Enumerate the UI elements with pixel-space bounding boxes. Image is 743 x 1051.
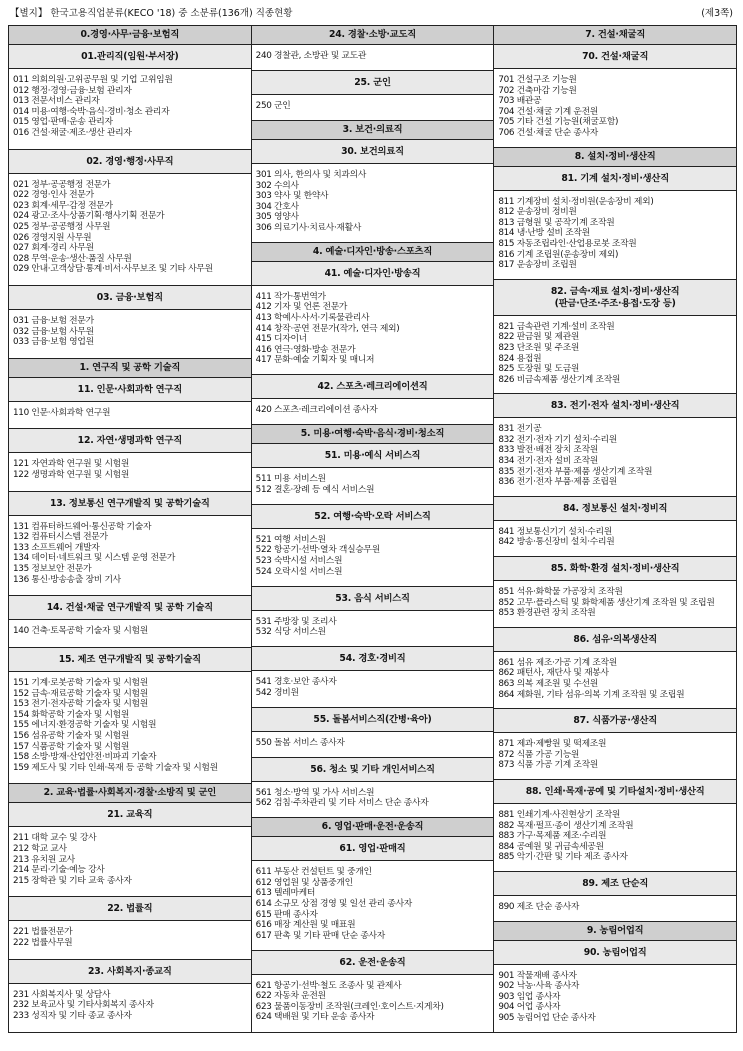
occupation-list [9,69,251,150]
minor-category-header: 82. 금속·재료 설치·정비·생산직 (판금·단조·주조·용접·도장 등) [494,280,736,316]
list-item: 158 소방·방재·산업안전·비파괴 기술자 [13,752,157,763]
list-item: 853 환경관련 장치 조작원 [498,608,596,619]
list-item: 905 농림어업 단순 종사자 [498,1012,596,1023]
page-header [8,6,735,22]
table-column-2 [252,26,495,1032]
minor-category-header: 61. 영업·판매직 [252,837,494,861]
list-item: 031 금융·보험 전문가 [13,316,94,326]
list-item: 817 운송장비 조립원 [498,260,577,271]
list-item: 134 데이터·네트워크 및 시스템 운영 전문가 [13,553,176,564]
list-item: 522 항공기·선박·열차 객실승무원 [255,545,380,556]
list-item: 250 군인 [255,100,291,111]
list-item: 233 성직자 및 기타 종교 종사자 [13,1010,132,1021]
list-item: 822 판금원 및 제관원 [498,332,580,343]
minor-category-header: 70. 건설·채굴직 [494,45,736,69]
list-item: 025 정부·공공행정 사무원 [13,221,111,232]
list-item: 157 식품공학 기술자 및 시험원 [13,741,130,752]
list-item: 811 기계장비 설치·정비원(운송장비 제외) [498,196,654,207]
major-category-header: 9. 농림어업직 [494,922,736,941]
occupation-list [494,521,736,557]
list-item: 873 식품 가공 기계 조작원 [498,760,599,771]
list-item: 890 제조 단순 종사자 [498,901,580,912]
list-item: 022 경영·인사 전문가 [13,190,94,201]
list-item: 021 정부·공공행정 전문가 [13,179,111,190]
occupation-list [494,733,736,780]
occupation-list [252,468,494,505]
list-item: 611 부동산 컨설턴트 및 중개인 [255,867,372,878]
list-item: 026 경영지원 사무원 [13,232,92,243]
list-item: 524 오락시설 서비스원 [255,566,343,577]
occupation-list [494,652,736,709]
list-item: 414 창작·공연 전문가(작가, 연극 제외) [255,323,400,334]
occupation-list [494,896,736,922]
list-item: 154 화학공학 기술자 및 시험원 [13,709,130,720]
list-item: 821 금속관련 기계·설비 조작원 [498,321,615,332]
list-item: 826 비금속제품 생산기계 조작원 [498,374,621,385]
list-item: 701 건설구조 기능원 [498,75,577,85]
occupation-list [9,984,251,1032]
list-item: 616 매장 계산원 및 매표원 [255,920,356,931]
list-item: 561 청소·방역 및 가사 서비스원 [255,787,375,798]
minor-category-header: 53. 음식 서비스직 [252,587,494,611]
occupation-list [252,975,494,1032]
minor-category-header: 22. 법률직 [9,897,251,921]
list-item: 864 제화원, 기타 섬유·의복 기계 조작원 및 조립원 [498,689,685,700]
list-item: 221 법률전문가 [13,927,73,938]
list-item: 871 제과·제빵원 및 떡제조원 [498,739,607,750]
minor-category-header: 25. 군인 [252,71,494,95]
occupation-list [494,191,736,280]
occupation-list [494,804,736,872]
list-item: 882 목재·펄프·종이 생산기계 조작원 [498,820,634,831]
list-item: 213 유치원 교사 [13,854,75,865]
list-item: 614 소규모 상점 경영 및 일선 관리 종사자 [255,898,413,909]
minor-category-header: 11. 인문·사회과학 연구직 [9,378,251,402]
occupation-list [9,310,251,359]
list-item: 813 금형원 및 공작기계 조작원 [498,217,615,228]
list-item: 306 의료기사·치료사·재활사 [255,222,362,233]
minor-category-header: 15. 제조 연구개발직 및 공학기술직 [9,648,251,672]
list-item: 541 경호·보안 종사자 [255,677,337,688]
list-item: 814 냉·난방 설비 조작원 [498,228,590,239]
list-item: 825 도장원 및 도금원 [498,364,580,375]
occupation-list [252,399,494,425]
list-item: 222 법률사무원 [13,937,73,948]
occupation-list [252,95,494,121]
minor-category-header: 23. 사회복지·종교직 [9,960,251,984]
occupation-list [252,45,494,71]
list-item: 110 인문·사회과학 연구원 [13,407,111,418]
list-item: 872 식품 가공 기능원 [498,749,580,760]
major-category-header: 0.경영·사무·금융·보험직 [9,26,251,45]
minor-category-header: 87. 식품가공·생산직 [494,709,736,733]
list-item: 240 경찰관, 소방관 및 교도관 [255,51,367,61]
list-item: 305 영양사 [255,212,299,223]
list-item: 232 보육교사 및 기타사회복지 종사자 [13,1000,154,1011]
list-item: 027 회계·경리 사무원 [13,243,94,254]
list-item: 834 전기·전자 설비 조작원 [498,456,599,467]
list-item: 885 악기·간판 및 기타 제조 종사자 [498,852,628,863]
list-item: 016 건설·채굴·제조·생산 관리자 [13,127,132,138]
major-category-header: 4. 예술·디자인·방송·스포츠직 [252,243,494,262]
list-item: 153 전기·전자공학 기술자 및 시험원 [13,699,148,710]
occupation-list [494,965,736,1032]
list-item: 523 숙박시설 서비스원 [255,556,343,567]
list-item: 532 식당 서비스원 [255,627,326,638]
minor-category-header: 51. 미용·예식 서비스직 [252,444,494,468]
occupation-list [494,316,736,395]
minor-category-header: 42. 스포츠·레크리에이션직 [252,375,494,399]
list-item: 231 사회복지사 및 상담사 [13,989,111,1000]
list-item: 011 의회의원·고위공무원 및 기업 고위임원 [13,75,173,85]
occupation-list [252,861,494,951]
minor-category-header: 12. 자연·생명과학 연구직 [9,429,251,453]
occupation-list [9,921,251,959]
list-item: 841 정보통신기기 설치·수리원 [498,526,612,537]
minor-category-header: 02. 경영·행정·사무직 [9,150,251,174]
minor-category-header: 89. 제조 단순직 [494,872,736,896]
list-item: 412 기자 및 언론 전문가 [255,302,348,313]
minor-category-header: 54. 경호·경비직 [252,647,494,671]
classification-table [8,25,737,1033]
list-item: 215 장학관 및 기타 교육 종사자 [13,875,132,886]
list-item: 901 작물재배 종사자 [498,970,577,981]
list-item: 155 에너지·환경공학 기술자 및 시험원 [13,720,157,731]
minor-category-header: 85. 화학·환경 설치·정비·생산직 [494,557,736,581]
list-item: 156 섬유공학 기술자 및 시험원 [13,730,130,741]
list-item: 303 약사 및 한약사 [255,191,329,202]
list-item: 211 대학 교수 및 강사 [13,833,97,844]
list-item: 704 건설·채굴 기계 운전원 [498,106,599,117]
list-item: 904 어업 종사자 [498,1002,561,1013]
minor-category-header: 30. 보건의료직 [252,140,494,164]
list-item: 132 컴퓨터시스템 전문가 [13,532,108,543]
list-item: 617 판촉 및 기타 판매 단순 종사자 [255,930,385,941]
list-item: 852 고무·플라스틱 및 화학제품 생산기계 조작원 및 조립원 [498,597,715,608]
list-item: 615 판매 종사자 [255,909,318,920]
occupation-list [494,69,736,148]
list-item: 815 자동조립라인·산업용로봇 조작원 [498,238,637,249]
occupation-list [252,732,494,758]
occupation-list [252,286,494,376]
list-item: 706 건설·채굴 단순 종사자 [498,127,599,138]
minor-category-header: 90. 농림어업직 [494,941,736,965]
minor-category-header: 21. 교육직 [9,803,251,827]
list-item: 512 결혼·장례 등 예식 서비스원 [255,484,375,495]
list-item: 863 의복 제조원 및 수선원 [498,679,599,689]
list-item: 416 연극·영화·방송 전문가 [255,344,356,355]
occupation-list [252,529,494,587]
list-item: 140 건축·토목공학 기술자 및 시험원 [13,626,148,637]
list-item: 136 통신·방송송출 장비 기사 [13,574,121,585]
table-column-1 [9,26,252,1032]
minor-category-header: 14. 건설·채굴 연구개발직 및 공학 기술직 [9,596,251,620]
major-category-header: 5. 미용·여행·숙박·음식·경비·청소직 [252,425,494,444]
list-item: 550 돌봄 서비스 종사자 [255,737,345,748]
list-item: 131 컴퓨터하드웨어·통신공학 기술자 [13,521,152,532]
occupation-list [494,418,736,497]
list-item: 028 무역·운송·생산·품질 사무원 [13,253,132,264]
list-item: 832 전기·전자 기기 설치·수리원 [498,434,617,445]
list-item: 029 안내·고객상담·통계·비서·사무보조 및 기타 사무원 [13,264,213,275]
minor-category-header: 62. 운전·운송직 [252,951,494,975]
list-item: 622 자동차 운전원 [255,991,326,1002]
list-item: 413 학예사·사서·기록물관리사 [255,313,370,324]
occupation-list [252,671,494,708]
minor-category-header: 01.관리직(임원·부서장) [9,45,251,69]
list-item: 862 패턴사, 재단사 및 재봉사 [498,668,609,679]
major-category-header: 8. 설치·정비·생산직 [494,148,736,167]
minor-category-header: 03. 금융·보험직 [9,286,251,310]
list-item: 812 운송장비 정비원 [498,207,577,218]
list-item: 121 자연과학 연구원 및 시험원 [13,459,130,470]
list-item: 152 금속·재료공학 기술자 및 시험원 [13,688,148,699]
minor-category-header: 88. 인쇄·목재·공예 및 기타설치·정비·생산직 [494,780,736,804]
list-item: 816 기계 조립원(운송장비 제외) [498,249,619,260]
list-item: 613 텔레마케터 [255,888,316,899]
list-item: 851 석유·화학물 가공장치 조작원 [498,587,623,598]
occupation-list [9,453,251,491]
list-item: 033 금융·보험 영업원 [13,337,94,348]
minor-category-header: 41. 예술·디자인·방송직 [252,262,494,286]
list-item: 521 여행 서비스원 [255,534,326,545]
list-item: 024 광고·조사·상품기획·행사기획 전문가 [13,211,165,222]
minor-category-header: 83. 전기·전자 설치·정비·생산직 [494,394,736,418]
list-item: 415 디자이너 [255,334,307,345]
occupation-list [9,672,251,784]
list-item: 012 행정·경영·금융·보험 관리자 [13,85,132,96]
minor-category-header: 55. 돌봄서비스직(간병·육아) [252,708,494,732]
list-item: 032 금융·보험 사무원 [13,326,94,337]
occupation-list [9,516,251,597]
list-item: 212 학교 교사 [13,843,67,854]
list-item: 135 정보보안 전문가 [13,564,92,575]
list-item: 836 전기·전자 부품·제품 조립원 [498,477,617,488]
major-category-header: 7. 건설·채굴직 [494,26,736,45]
list-item: 861 섬유 제조·가공 기계 조작원 [498,657,617,668]
occupation-list [9,174,251,286]
list-item: 833 발전·배전 장치 조작원 [498,445,599,456]
list-item: 612 영업원 및 상품중개인 [255,877,353,888]
minor-category-header: 13. 정보통신 연구개발직 및 공학기술직 [9,492,251,516]
page-number: (제3쪽) [701,8,733,19]
list-item: 014 미용·여행·숙박·음식·경비·청소 관리자 [13,106,170,117]
minor-category-header: 81. 기계 설치·정비·생산직 [494,167,736,191]
list-item: 883 가구·목제품 제조·수리원 [498,831,607,842]
list-item: 621 항공기·선박·철도 조종사 및 관제사 [255,980,402,991]
list-item: 417 문화·예술 기획자 및 매니저 [255,355,375,366]
list-item: 542 경비원 [255,687,299,698]
occupation-list [252,782,494,819]
list-item: 703 배관공 [498,96,542,107]
list-item: 013 전문서비스 관리자 [13,96,100,107]
list-item: 304 간호사 [255,201,299,212]
list-item: 015 영업·판매·운송 관리자 [13,117,113,128]
list-item: 831 전기공 [498,424,542,435]
list-item: 122 생명과학 연구원 및 시험원 [13,470,130,481]
occupation-list [9,620,251,648]
major-category-header: 2. 교육·법률·사회복지·경찰·소방직 및 군인 [9,784,251,803]
occupation-list [9,402,251,430]
major-category-header: 1. 연구직 및 공학 기술직 [9,359,251,378]
list-item: 531 주방장 및 조리사 [255,616,337,627]
list-item: 835 전기·전자 부품·제품 생산기계 조작원 [498,466,653,477]
list-item: 842 방송·통신장비 설치·수리원 [498,537,615,548]
occupation-list [252,611,494,648]
occupation-list [494,581,736,628]
list-item: 302 수의사 [255,180,299,191]
minor-category-header: 86. 섬유·의복생산직 [494,628,736,652]
list-item: 133 소프트웨어 개발자 [13,542,100,553]
list-item: 511 미용 서비스원 [255,474,326,485]
minor-category-header: 52. 여행·숙박·오락 서비스직 [252,505,494,529]
list-item: 151 기계·로봇공학 기술자 및 시험원 [13,677,148,688]
list-item: 159 제도사 및 기타 인쇄·목재 등 공학 기술자 및 시험원 [13,762,218,773]
list-item: 623 물품이동장비 조작원(크레인·호이스트·지게차) [255,1001,444,1012]
list-item: 823 단조원 및 주조원 [498,342,580,353]
list-item: 884 공예원 및 귀금속세공원 [498,841,604,852]
list-item: 624 택배원 및 기타 운송 종사자 [255,1012,375,1023]
list-item: 411 작가·통번역가 [255,291,326,302]
occupation-list [252,164,494,243]
list-item: 562 검침·주차관리 및 기타 서비스 단순 종사자 [255,798,429,809]
major-category-header: 24. 경찰·소방·교도직 [252,26,494,45]
occupation-list [9,827,251,897]
list-item: 705 기타 건설 기능원(채굴포함) [498,117,619,128]
list-item: 023 회계·세무·감정 전문가 [13,200,113,211]
list-item: 301 의사, 한의사 및 치과의사 [255,169,367,180]
minor-category-header: 56. 청소 및 기타 개인서비스직 [252,758,494,782]
list-item: 824 용접원 [498,353,542,364]
list-item: 214 문리·기술·예능 강사 [13,865,105,876]
list-item: 902 낙농·사육 종사자 [498,981,580,992]
list-item: 903 임업 종사자 [498,991,561,1002]
major-category-header: 6. 영업·판매·운전·운송직 [252,818,494,837]
table-column-3 [494,26,736,1032]
document-title: 【별지】 한국고용직업분류(KECO '18) 중 소분류(136개) 직종현황 [10,8,293,19]
list-item: 702 건축마감 기능원 [498,85,577,96]
list-item: 420 스포츠·레크리에이션 종사자 [255,405,378,416]
major-category-header: 3. 보건·의료직 [252,121,494,140]
list-item: 881 인쇄기계·사진현상기 조작원 [498,809,621,820]
minor-category-header: 84. 정보통신 설치·정비직 [494,497,736,521]
